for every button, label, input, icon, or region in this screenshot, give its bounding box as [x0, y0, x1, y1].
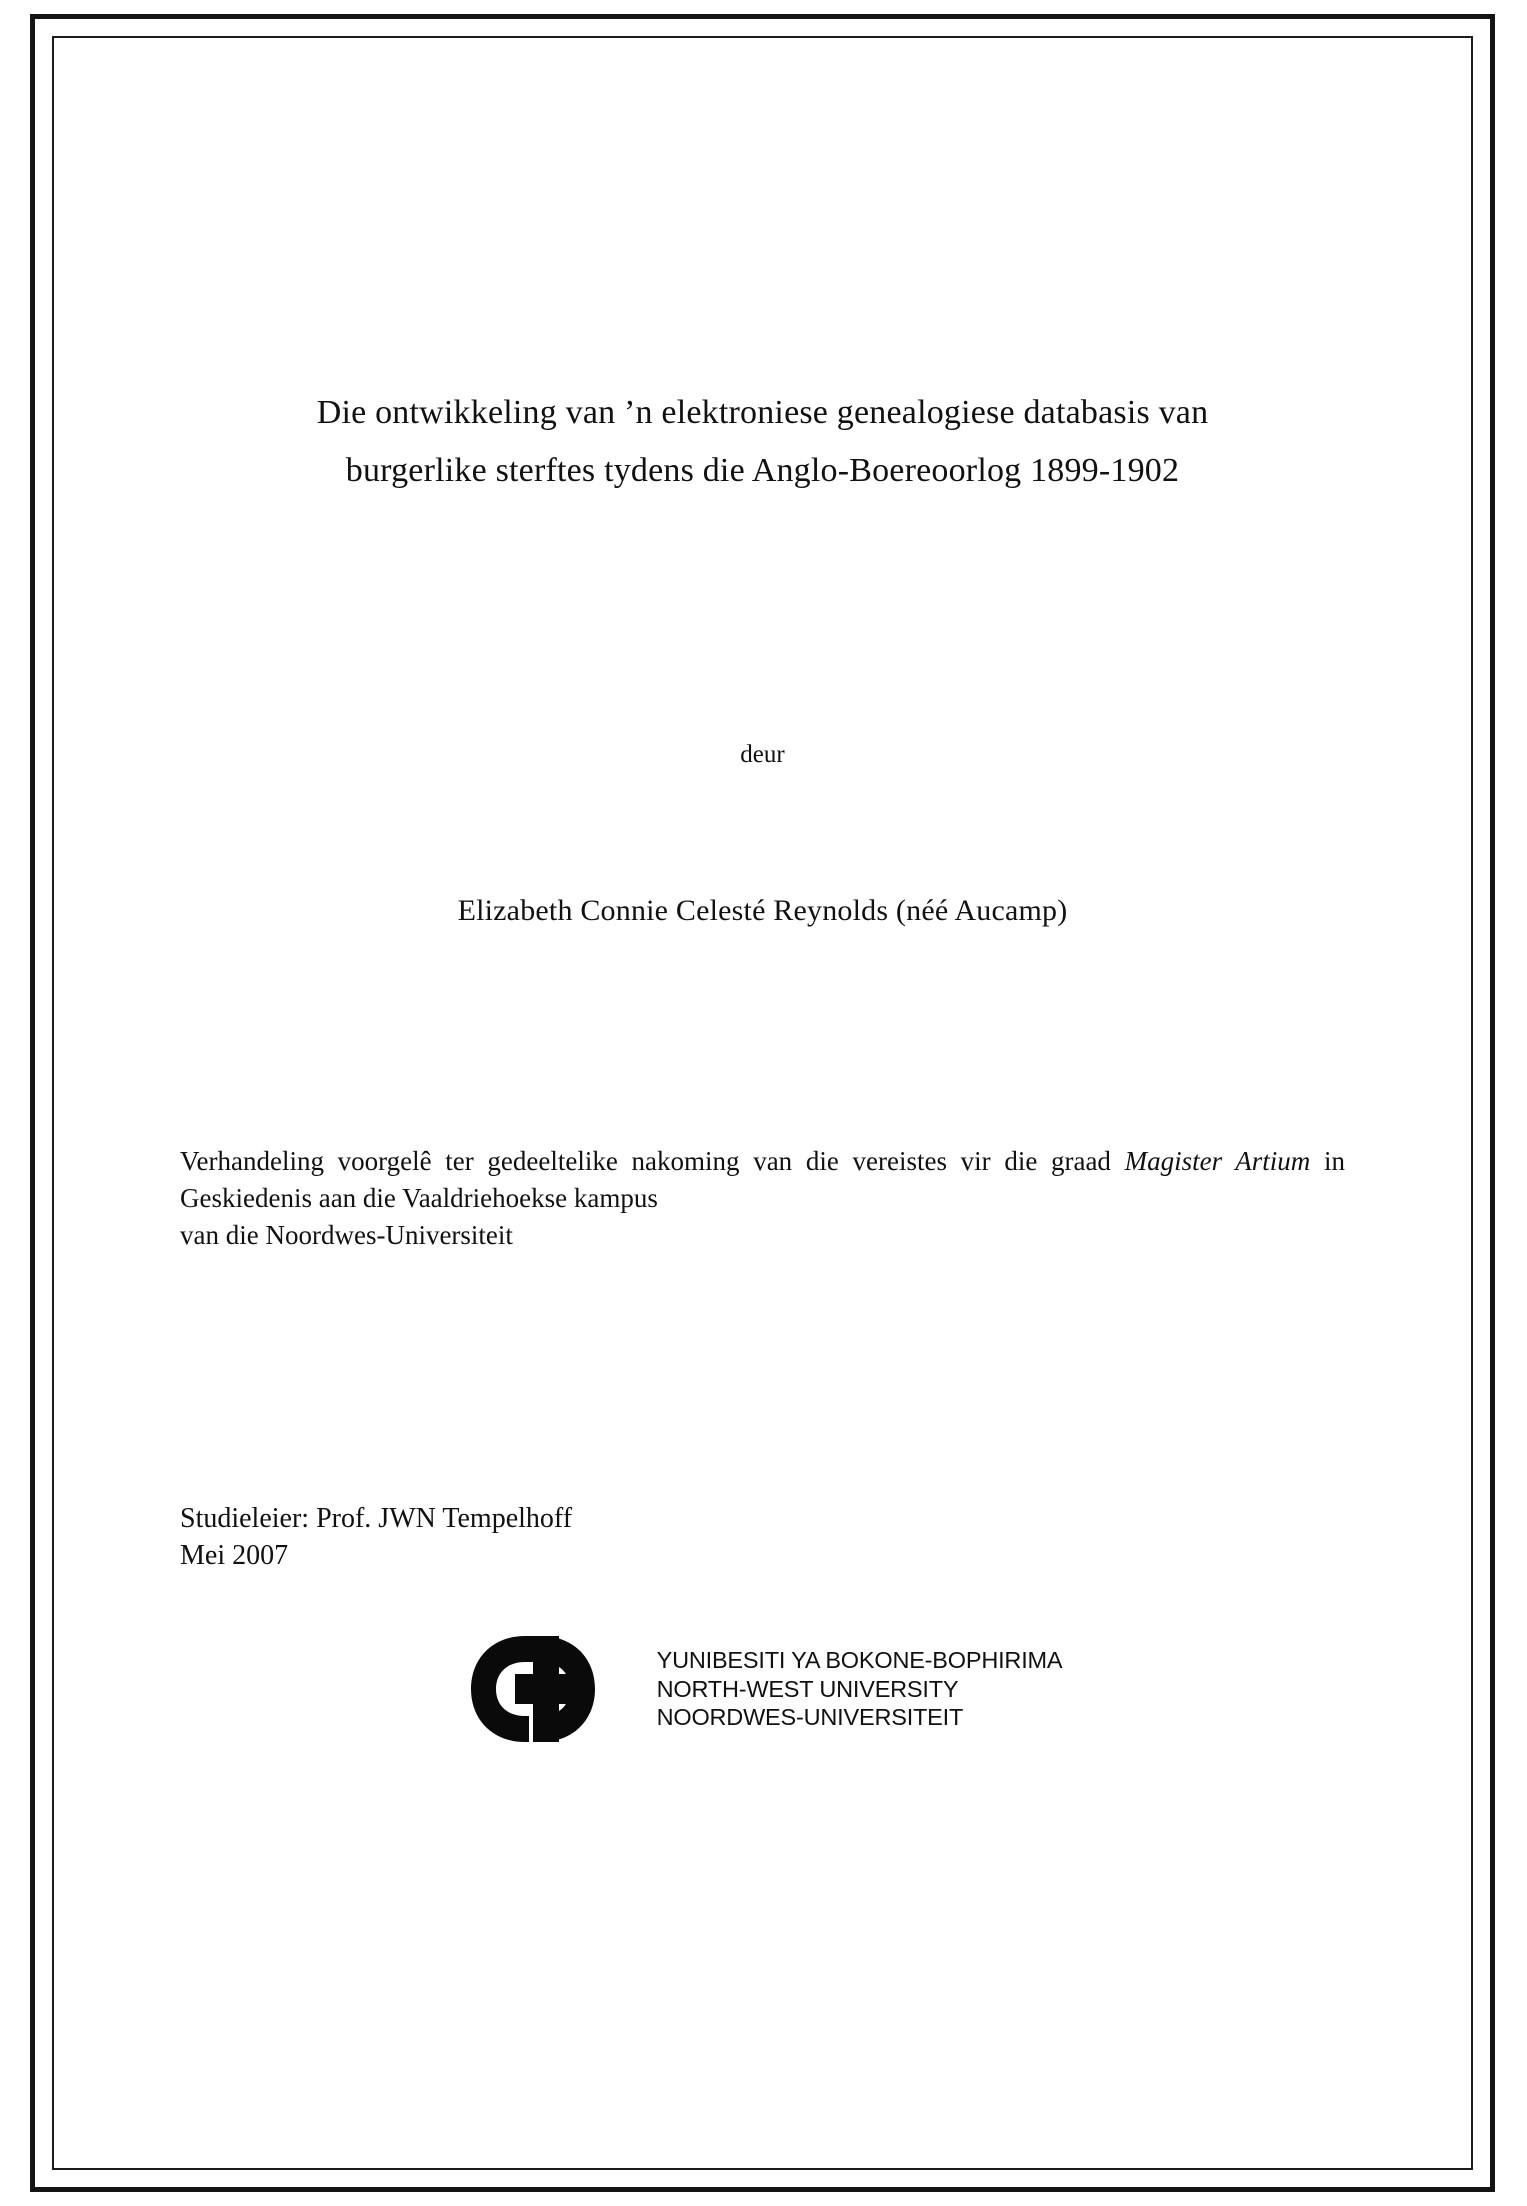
title-line-2: burgerlike sterftes tydens die Anglo-Boereoorlog 1899-1902	[345, 452, 1180, 490]
logo-line-2: NORTH-WEST UNIVERSITY	[656, 1675, 959, 1702]
page-title	[180, 384, 1345, 501]
degree-statement	[180, 1143, 1345, 1255]
supervisor-block	[180, 1500, 1345, 1574]
date-line: Mei 2007	[180, 1539, 289, 1571]
statement-part-3: van die Noordwes-Universiteit	[180, 1220, 513, 1251]
degree-statement-paragraph	[180, 1143, 1345, 1218]
university-logo	[180, 1630, 1345, 1748]
title-line-1: Die ontwikkeling van ’n elektroniese genealogiese databasis van	[316, 394, 1209, 431]
logo-line-1: YUNIBESITI YA BOKONE-BOPHIRIMA	[656, 1647, 1063, 1674]
author-name: Elizabeth Connie Celesté Reynolds (néé Aucamp)	[457, 893, 1068, 927]
title-page-content	[180, 84, 1345, 2132]
supervisor-line: Studieleier: Prof. JWN Tempelhoff	[180, 1502, 573, 1534]
by-label: deur	[740, 740, 785, 768]
statement-part-2: in Geskiedenis aan die Vaaldriehoekse kampus	[180, 1145, 1345, 1214]
logo-text-block	[657, 1646, 1063, 1732]
nwu-logo-icon	[463, 1630, 643, 1748]
degree-name: Magister Artium	[1124, 1145, 1311, 1176]
scanned-page	[30, 14, 1495, 2192]
logo-line-3: NOORDWES-UNIVERSITEIT	[656, 1704, 964, 1731]
statement-part-1: Verhandeling voorgelê ter gedeeltelike nakoming van die vereistes vir die graad	[180, 1145, 1125, 1176]
